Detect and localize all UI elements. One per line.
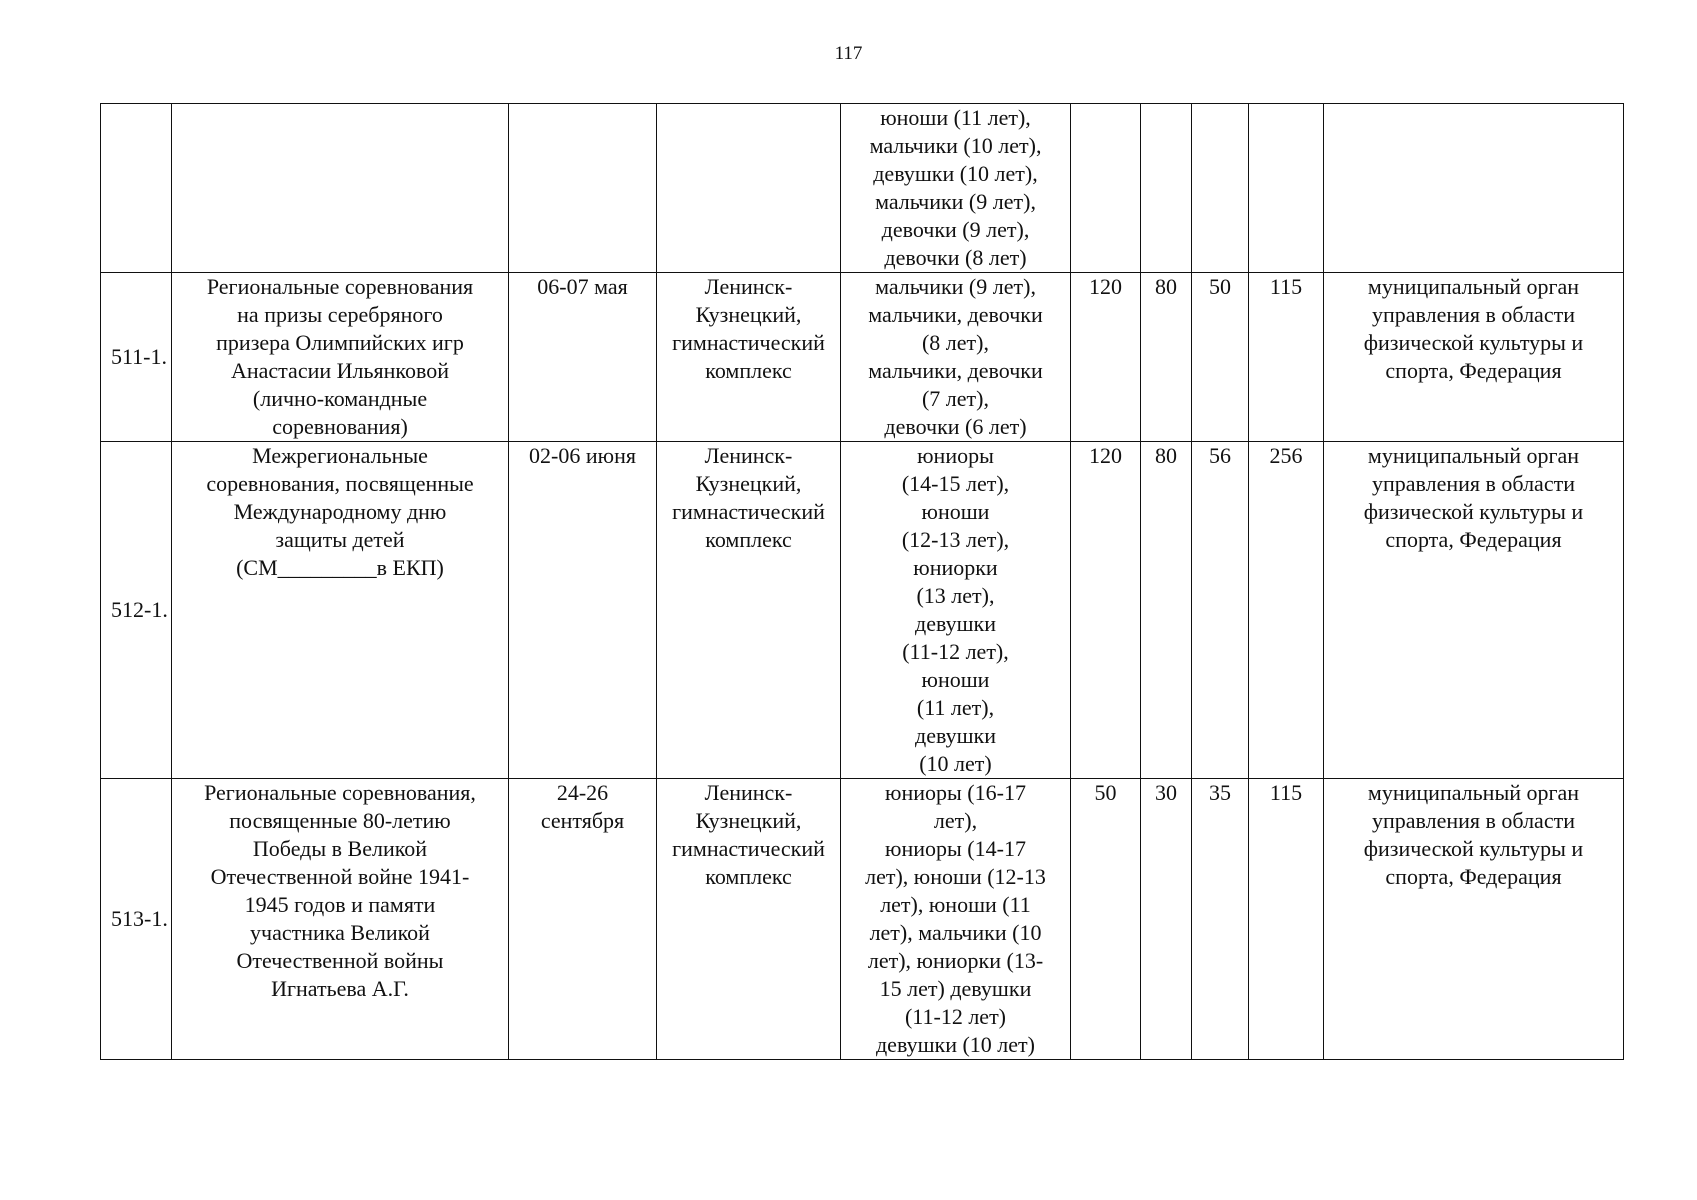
event-venue: Ленинск- Кузнецкий, гимнастический комплекс: [672, 780, 825, 889]
count-1: 120: [1089, 274, 1122, 299]
count-4-cell: [1249, 273, 1324, 442]
dates-cell: [509, 104, 657, 273]
organizer: муниципальный орган управления в области физической культуры и спорта, Федерация: [1363, 443, 1584, 552]
organizer: муниципальный орган управления в области физической культуры и спорта, Федерация: [1363, 274, 1584, 383]
row-number-cell: [101, 442, 172, 779]
event-venue: Ленинск- Кузнецкий, гимнастический комплекс: [672, 443, 825, 552]
age-groups-cell: [841, 273, 1071, 442]
events-table: [100, 103, 1624, 1060]
count-3-cell: [1192, 779, 1249, 1060]
event-name: Межрегиональные соревнования, посвященные Международному дню защиты детей (СМ_________в ЕКП): [206, 443, 474, 580]
event-name-cell: [172, 779, 509, 1060]
count-2-cell: [1141, 442, 1192, 779]
table-row: [101, 779, 1624, 1060]
row-number-cell: [101, 779, 172, 1060]
count-2: 80: [1155, 443, 1177, 468]
venue-cell: [657, 273, 841, 442]
table-row: [101, 273, 1624, 442]
organizer-cell: [1324, 273, 1624, 442]
event-name-cell: [172, 442, 509, 779]
event-venue: Ленинск- Кузнецкий, гимнастический комплекс: [672, 274, 825, 383]
count-4: 115: [1269, 274, 1303, 299]
count-4-cell: [1249, 442, 1324, 779]
count-1: 120: [1089, 443, 1122, 468]
organizer-cell: [1324, 779, 1624, 1060]
count-2-cell: [1141, 779, 1192, 1060]
event-name-cell: [172, 273, 509, 442]
row-number-cell: [101, 273, 172, 442]
row-number: 511-1.: [111, 344, 168, 369]
count-4-cell: [1249, 104, 1324, 273]
dates-cell: [509, 273, 657, 442]
count-1-cell: [1071, 779, 1141, 1060]
age-groups-cell: [841, 104, 1071, 273]
count-4-cell: [1249, 779, 1324, 1060]
venue-cell: [657, 779, 841, 1060]
organizer-cell: [1324, 442, 1624, 779]
age-groups-cell: [841, 779, 1071, 1060]
page-number: 117: [834, 43, 863, 64]
table-row: [101, 442, 1624, 779]
count-3: 50: [1209, 274, 1231, 299]
age-groups: мальчики (9 лет), мальчики, девочки (8 лет), мальчики, девочки (7 лет), девочки (6 лет): [868, 274, 1043, 439]
row-number-cell: [101, 104, 172, 273]
count-2-cell: [1141, 104, 1192, 273]
row-number: 513-1.: [111, 906, 168, 931]
event-dates: 02-06 июня: [529, 443, 636, 468]
event-dates: 24-26 сентября: [540, 780, 625, 833]
count-1-cell: [1071, 104, 1141, 273]
count-3-cell: [1192, 104, 1249, 273]
age-groups: юноши (11 лет), мальчики (10 лет), девушки (10 лет), мальчики (9 лет), девочки (9 лет), девочки (8 лет): [869, 105, 1042, 270]
count-2: 80: [1155, 274, 1177, 299]
age-groups-cell: [841, 442, 1071, 779]
count-2: 30: [1155, 780, 1177, 805]
venue-cell: [657, 442, 841, 779]
event-name: Региональные соревнования, посвященные 80-летию Победы в Великой Отечественной войне 1941- 1945 годов и памяти участника Великой Отечественной войны Игнатьева А.Г.: [204, 780, 476, 1001]
age-groups: юниоры (14-15 лет), юноши (12-13 лет), юниорки (13 лет), девушки (11-12 лет), юноши (11 лет), девушки (10 лет): [901, 443, 1010, 776]
age-groups: юниоры (16-17 лет), юниоры (14-17 лет), юноши (12-13 лет), юноши (11 лет), мальчики (10 лет), юниорки (13- 15 лет) девушки (11-12 лет) девушки (10 лет): [865, 780, 1046, 1057]
table-row: [101, 104, 1624, 273]
count-4: 115: [1269, 780, 1303, 805]
dates-cell: [509, 779, 657, 1060]
count-3: 56: [1209, 443, 1231, 468]
event-name-cell: [172, 104, 509, 273]
organizer: муниципальный орган управления в области физической культуры и спорта, Федерация: [1363, 780, 1584, 889]
event-dates: 06-07 мая: [537, 274, 628, 299]
count-3: 35: [1209, 780, 1231, 805]
venue-cell: [657, 104, 841, 273]
count-3-cell: [1192, 442, 1249, 779]
count-4: 256: [1269, 443, 1303, 468]
count-2-cell: [1141, 273, 1192, 442]
count-1-cell: [1071, 442, 1141, 779]
row-number: 512-1.: [111, 597, 168, 622]
count-1: 50: [1094, 780, 1117, 805]
count-3-cell: [1192, 273, 1249, 442]
organizer-cell: [1324, 104, 1624, 273]
event-name: Региональные соревнования на призы серебряного призера Олимпийских игр Анастасии Ильянковой (лично-командные соревнования): [206, 274, 474, 439]
dates-cell: [509, 442, 657, 779]
count-1-cell: [1071, 273, 1141, 442]
